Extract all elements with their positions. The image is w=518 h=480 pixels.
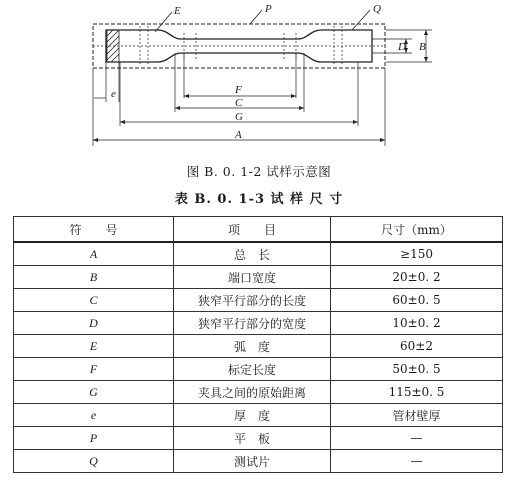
cell-item: 弧 度 xyxy=(174,335,331,358)
cell-item: 厚 度 xyxy=(174,404,331,427)
label-C: C xyxy=(235,97,243,109)
cell-symbol: A xyxy=(14,242,174,266)
cell-item: 测试片 xyxy=(174,450,331,473)
cell-symbol: e xyxy=(14,404,174,427)
cell-item: 平 板 xyxy=(174,427,331,450)
cell-item: 总 长 xyxy=(174,242,331,266)
cell-symbol: E xyxy=(14,335,174,358)
header-symbol: 符 号 xyxy=(14,217,174,243)
table-row xyxy=(14,450,503,473)
table-row xyxy=(14,404,503,427)
cell-item: 狭窄平行部分的宽度 xyxy=(174,312,331,335)
cell-size: — xyxy=(331,450,503,473)
cell-size: 50±0. 5 xyxy=(331,358,503,381)
label-Q: Q xyxy=(373,3,381,15)
cell-item: 狭窄平行部分的长度 xyxy=(174,289,331,312)
table-row xyxy=(14,381,503,404)
cell-symbol: F xyxy=(14,358,174,381)
cell-size: 20±0. 2 xyxy=(331,266,503,289)
cell-size: — xyxy=(331,427,503,450)
cell-item: 夹具之间的原始距离 xyxy=(174,381,331,404)
header-size: 尺寸（mm） xyxy=(331,217,503,243)
label-e: e xyxy=(111,88,116,100)
specimen-dimensions-table xyxy=(13,216,503,473)
label-D: D xyxy=(398,41,406,53)
dashed-marks xyxy=(93,26,385,66)
table-row xyxy=(14,312,503,335)
cell-item: 端口宽度 xyxy=(174,266,331,289)
header-item: 项 目 xyxy=(174,217,331,243)
table-row xyxy=(14,358,503,381)
label-F: F xyxy=(235,84,242,96)
label-B: B xyxy=(419,41,426,53)
cell-size: ≥150 xyxy=(331,242,503,266)
specimen-drawing xyxy=(0,0,518,160)
label-A: A xyxy=(235,129,242,141)
cell-symbol: B xyxy=(14,266,174,289)
table-row xyxy=(14,266,503,289)
cell-symbol: C xyxy=(14,289,174,312)
cell-size: 10±0. 2 xyxy=(331,312,503,335)
label-P: P xyxy=(265,3,272,15)
specimen-diagram xyxy=(0,0,518,160)
cell-size: 60±0. 5 xyxy=(331,289,503,312)
table-row xyxy=(14,242,503,266)
cell-symbol: Q xyxy=(14,450,174,473)
cell-item: 标定长度 xyxy=(174,358,331,381)
cell-size: 60±2 xyxy=(331,335,503,358)
table-row xyxy=(14,289,503,312)
cell-symbol: P xyxy=(14,427,174,450)
table-header-row xyxy=(14,217,503,243)
table-title: 表 B. 0. 1-3 试 样 尺 寸 xyxy=(174,192,344,207)
figure-caption: 图 B. 0. 1-2 试样示意图 xyxy=(186,164,332,179)
cell-size: 115±0. 5 xyxy=(331,381,503,404)
table-row xyxy=(14,335,503,358)
label-G: G xyxy=(235,111,243,123)
label-E: E xyxy=(174,5,181,17)
cell-symbol: G xyxy=(14,381,174,404)
cell-symbol: D xyxy=(14,312,174,335)
cell-size: 管材壁厚 xyxy=(331,404,503,427)
table-row xyxy=(14,427,503,450)
